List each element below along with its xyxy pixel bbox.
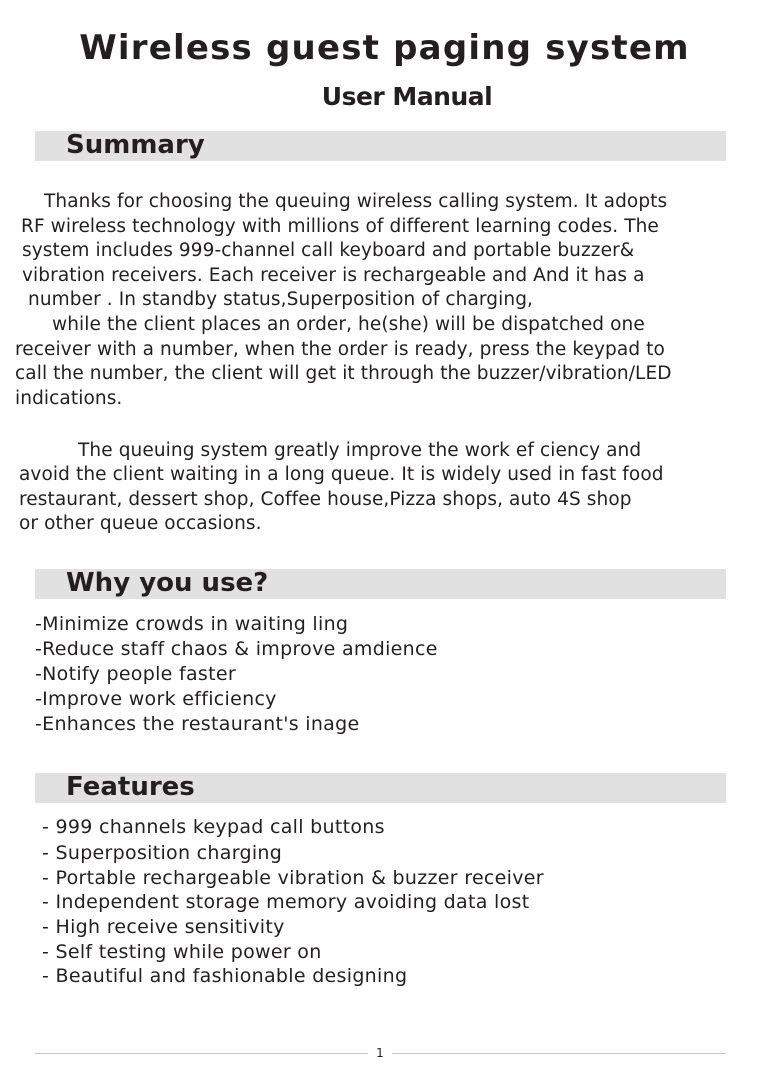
why-list-item: -Enhances the restaurant's inage [35, 713, 360, 735]
summary-paragraph-1-line-2: RF wireless technology with millions of different learning codes. The [21, 216, 659, 237]
why-list-item: -Minimize crowds in waiting ling [35, 613, 349, 635]
why-list-item: -Reduce staff chaos & improve amdience [35, 638, 438, 660]
why-list-item: -Notify people faster [35, 663, 236, 685]
footer-divider-left [35, 1053, 368, 1054]
feature-list-item: - 999 channels keypad call buttons [42, 816, 385, 838]
feature-list-item: - Superposition charging [42, 842, 283, 864]
summary-paragraph-1-line-1: Thanks for choosing the queuing wireless calling system. It adopts [44, 191, 668, 212]
summary-paragraph-2-line-4: or other queue occasions. [19, 513, 262, 534]
why-list-item: -Improve work efficiency [35, 688, 277, 710]
summary-paragraph-2-line-1: The queuing system greatly improve the work ef ciency and [78, 440, 642, 461]
page-title: Wireless guest paging system [79, 28, 690, 68]
feature-list-item: - Portable rechargeable vibration & buzzer receiver [42, 867, 544, 889]
footer-divider-right [392, 1053, 726, 1054]
summary-paragraph-1-line-7: receiver with a number, when the order is ready, press the keypad to [15, 339, 665, 360]
feature-list-item: - High receive sensitivity [42, 916, 285, 938]
feature-list-item: - Beautiful and fashionable designing [42, 965, 408, 987]
summary-paragraph-1-line-4: vibration receivers. Each receiver is rechargeable and And it has a [22, 265, 645, 286]
summary-paragraph-2-line-2: avoid the client waiting in a long queue. It is widely used in fast food [19, 464, 664, 485]
section-header-features [35, 773, 726, 803]
summary-paragraph-1-line-8: call the number, the client will get it through the buzzer/vibration/LED [15, 363, 672, 384]
section-heading-why-you-use: Why you use? [66, 568, 269, 598]
summary-paragraph-2-line-3: restaurant, dessert shop, Coffee house,Pizza shops, auto 4S shop [19, 489, 632, 510]
page-number: 1 [376, 1046, 384, 1060]
feature-list-item: - Self testing while power on [42, 941, 322, 963]
section-header-why-you-use [35, 569, 726, 599]
page-subtitle: User Manual [321, 82, 493, 111]
summary-paragraph-1-line-6: while the client places an order, he(she) will be dispatched one [52, 314, 645, 335]
summary-paragraph-1-line-5: number . In standby status,Superposition of charging, [28, 289, 534, 310]
summary-paragraph-1-line-9: indications. [15, 388, 123, 409]
section-header-summary [35, 131, 726, 161]
feature-list-item: - Independent storage memory avoiding data lost [42, 891, 530, 913]
summary-paragraph-1-line-3: system includes 999-channel call keyboard and portable buzzer& [22, 240, 635, 261]
section-heading-summary: Summary [66, 130, 205, 160]
section-heading-features: Features [66, 772, 195, 802]
